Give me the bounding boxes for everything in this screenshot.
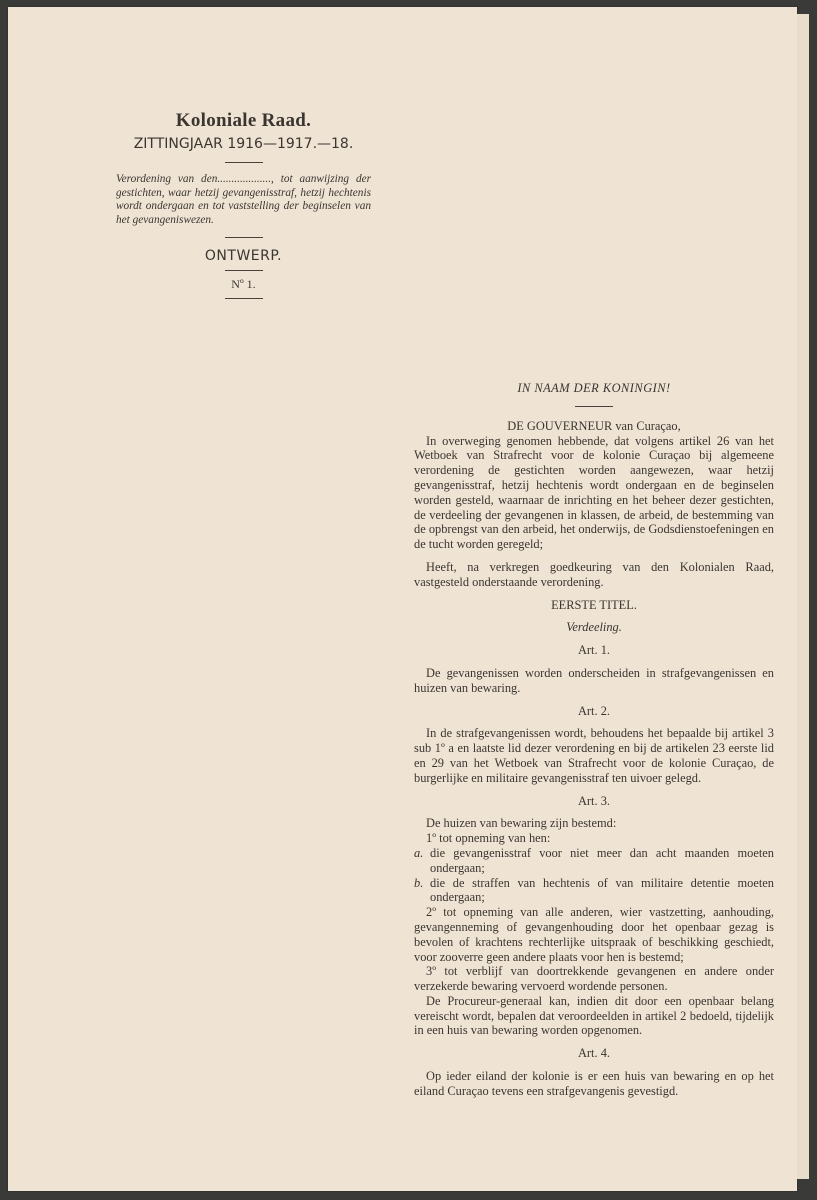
document-page [8,7,797,1191]
draft-number: Nº 1. [231,277,256,291]
divider [225,298,263,299]
list-marker: b. [414,875,424,890]
document-header [116,110,371,305]
article-2-heading: Art. 2. [577,703,610,718]
article-3-intro: De huizen van bewaring zijn bestemd: [426,816,617,831]
council-title: Koloniale Raad. [175,110,312,131]
preamble-paragraph: In overweging genomen hebbende, dat volgens artikel 26 van het Wetboek van Strafrecht voor de kolonie Curaçao bij algemeene verordening de gestichten worden aangewezen, waar hetzij gevangenisstraf, hetzij hechtenis wordt ondergaan en de beginselen worden gesteld, waarnaar de inrichting en het beheer dezer gestichten, de verdeeling der gevangenen in klassen, de arbeid, de bestemming van de opbrengst van den arbeid, het onderwijs, de Godsdienstoefeningen en de tucht worden geregeld; [414,433,774,552]
article-3-last-paragraph: De Procureur-generaal kan, indien dit door een openbaar belang vereischt wordt, bepalen dat veroordeelden in artikel 2 bedoeld, tijdelijk in een huis van bewaring worden opgenomen. [414,993,774,1038]
article-3-item-2: 2º tot opneming van alle anderen, wier vastzetting, aanhouding, gevangenneming of gevangenhouding door het openbaar gezag is bevolen of krachtens rechterlijke uitspraak of beschikking geschiedt, voor zooverre geen andere plaats voor hen is bestemd; [414,905,774,964]
approval-paragraph: Heeft, na verkregen goedkeuring van den Kolonialen Raad, vastgesteld onderstaande verordening. [414,559,774,589]
divider [575,406,613,407]
session-year: ZITTINGJAAR 1916—1917.—18. [133,136,354,152]
article-4-heading: Art. 4. [577,1046,610,1061]
governor-line: DE GOUVERNEUR van Curaçao, [507,418,681,433]
article-3-item-3: 3º tot verblijf van doortrekkende gevangenen en andere onder verzekerde bewaring vervoerd wordende personen. [414,964,774,994]
ordinance-subject: Verordening van den..................., tot aanwijzing der gestichten, waar hetzij gevangenisstraf, hetzij hechtenis wordt ondergaan en tot vaststelling der beginselen van het gevangeniswezen. [116,173,371,226]
title-subheading: Verdeeling. [566,620,622,635]
article-2-text: In de strafgevangenissen wordt, behoudens het bepaalde bij artikel 3 sub 1º a en laatste lid dezer verordening en bij de artikelen 23 eerste lid en 29 van het Wetboek van Strafrecht voor de kolonie Curaçao, de burgerlijke en militaire gevangenisstraf ten uivoer gelegd. [414,726,774,785]
article-4-text: Op ieder eiland der kolonie is er een huis van bewaring en op het eiland Curaçao tevens een strafgevangenis gevestigd. [414,1069,774,1098]
ordinance-body [414,381,774,1099]
title-heading: EERSTE TITEL. [551,597,637,612]
article-3-item-b [414,876,774,906]
list-text: die gevangenisstraf voor niet meer dan acht maanden moeten ondergaan; [430,845,774,875]
divider [225,237,263,238]
list-marker: a. [414,845,424,860]
divider [225,270,263,271]
list-text: die de straffen van hechtenis of van militaire detentie moeten ondergaan; [430,875,774,905]
page-edge [797,14,809,1179]
article-3-item-a [414,846,774,876]
article-1-text: De gevangenissen worden onderscheiden in strafgevangenissen en huizen van bewaring. [414,665,774,695]
invocation: IN NAAM DER KONINGIN! [517,381,671,395]
divider [225,162,263,163]
article-3-heading: Art. 3. [577,793,610,808]
draft-label: ONTWERP. [204,248,283,264]
article-3-item-1: 1º tot opneming van hen: [426,831,551,846]
article-1-heading: Art. 1. [577,643,610,658]
